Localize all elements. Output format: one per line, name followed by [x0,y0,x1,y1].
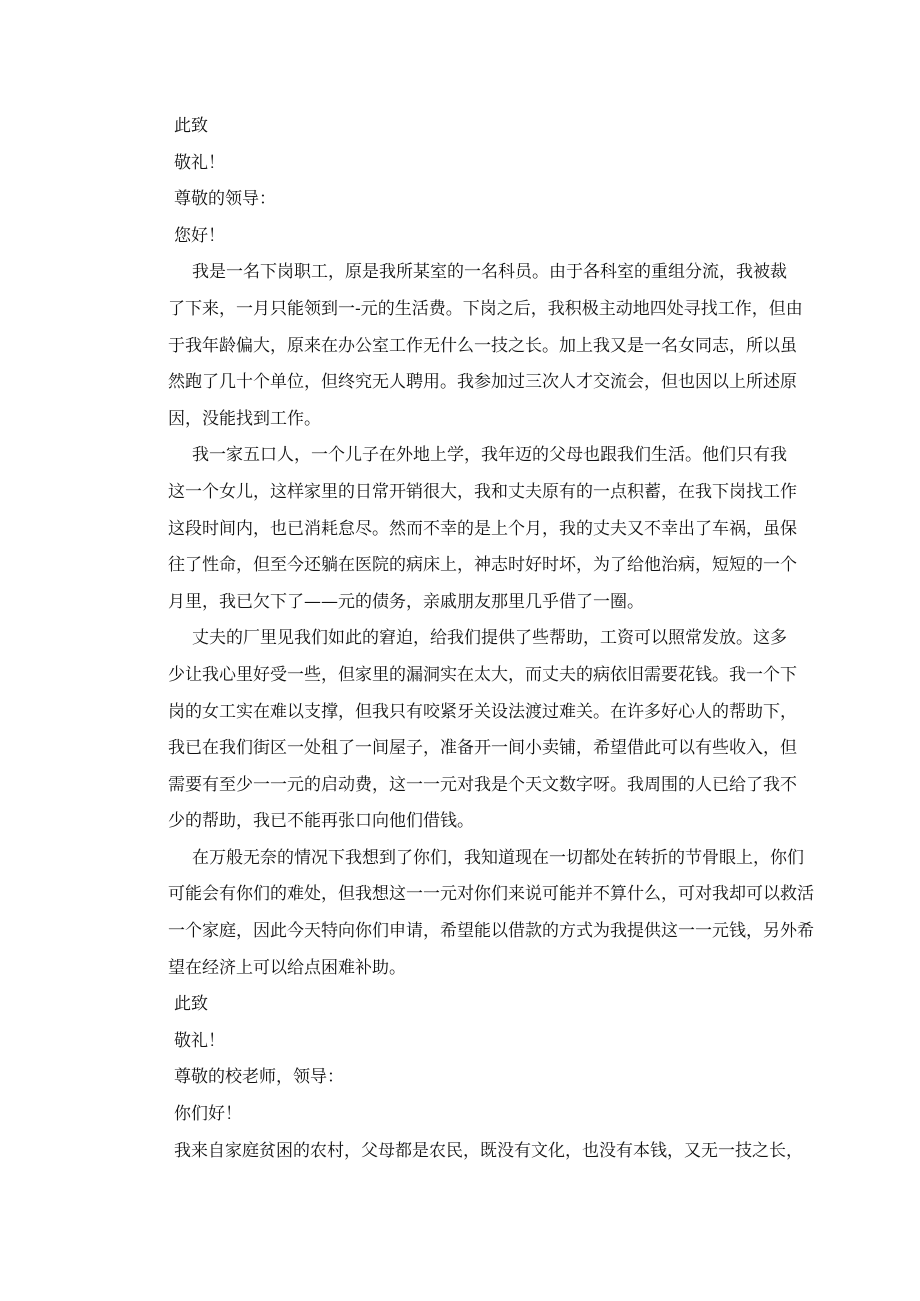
letter-text-body [168,108,814,1169]
paragraph-line: 这段时间内，也已消耗怠尽。然而不幸的是上个月，我的丈夫又不幸出了车祸，虽保 [168,518,797,539]
paragraph-line: 我一家五口人，一个儿子在外地上学，我年迈的父母也跟我们生活。他们只有我 [192,445,787,466]
greeting-line: 你们好！ [174,1104,242,1125]
paragraph-line: 月里，我已欠下了——元的债务，亲戚朋友那里几乎借了一圈。 [168,591,644,612]
paragraph-1 [168,254,803,437]
paragraph-line: 望在经济上可以给点困难补助。 [168,957,406,978]
paragraph-line: 于我年龄偏大，原来在办公室工作无什么一技之长。加上我又是一名女同志，所以虽 [168,335,797,356]
salutation-line: 尊敬的领导： [174,189,276,210]
paragraph-line: 往了性命，但至今还躺在医院的病床上，神志时好时坏，为了给他治病，短短的一个 [168,555,797,576]
closing-line-1: 此致 [174,994,208,1015]
paragraph-5 [174,1133,803,1170]
paragraph-line: 我来自家庭贫困的农村，父母都是农民，既没有文化，也没有本钱，又无一技之长， [174,1140,803,1161]
paragraph-line: 我已在我们街区一处租了一间屋子，准备开一间小卖铺，希望借此可以有些收入，但 [168,738,797,759]
paragraph-line: 丈夫的厂里见我们如此的窘迫，给我们提供了些帮助，工资可以照常发放。这多 [192,628,787,649]
paragraph-line: 然跑了几十个单位，但终究无人聘用。我参加过三次人才交流会，但也因以上所述原 [168,372,797,393]
paragraph-line: 这一个女儿，这样家里的日常开销很大，我和丈夫原有的一点积蓄，在我下岗找工作 [168,481,797,502]
paragraph-line: 一个家庭，因此今天特向你们申请，希望能以借款的方式为我提供这一一元钱，另外希 [168,921,814,942]
paragraph-line: 少让我心里好受一些，但家里的漏洞实在太大，而丈夫的病依旧需要花钱。我一个下 [168,664,797,685]
paragraph-line: 了下来，一月只能领到一-元的生活费。下岗之后，我积极主动地四处寻找工作，但由 [168,298,803,319]
paragraph-line: 少的帮助，我已不能再张口向他们借钱。 [168,811,474,832]
paragraph-3 [168,620,796,840]
paragraph-line: 我是一名下岗职工，原是我所某室的一名科员。由于各科室的重组分流，我被裁 [192,262,787,283]
closing-line-2: 敬礼！ [174,152,225,173]
closing-line-1: 此致 [174,116,208,136]
salutation-line: 尊敬的校老师，领导： [174,1067,344,1088]
paragraph-2 [168,437,796,620]
closing-line-2: 敬礼！ [174,1030,225,1051]
paragraph-line: 需要有至少一一元的启动费，这一一元对我是个天文数字呀。我周围的人已给了我不 [168,774,797,795]
greeting-line: 您好！ [174,225,225,246]
paragraph-line: 因，没能找到工作。 [168,408,321,429]
paragraph-4 [168,840,814,986]
paragraph-line: 在万般无奈的情况下我想到了你们，我知道现在一切都处在转折的节骨眼上，你们 [192,847,804,868]
paragraph-line: 可能会有你们的难处，但我想这一一元对你们来说可能并不算什么，可对我却可以救活 [168,884,814,905]
paragraph-line: 岗的女工实在难以支撑，但我只有咬紧牙关设法渡过难关。在许多好心人的帮助下， [168,701,797,722]
